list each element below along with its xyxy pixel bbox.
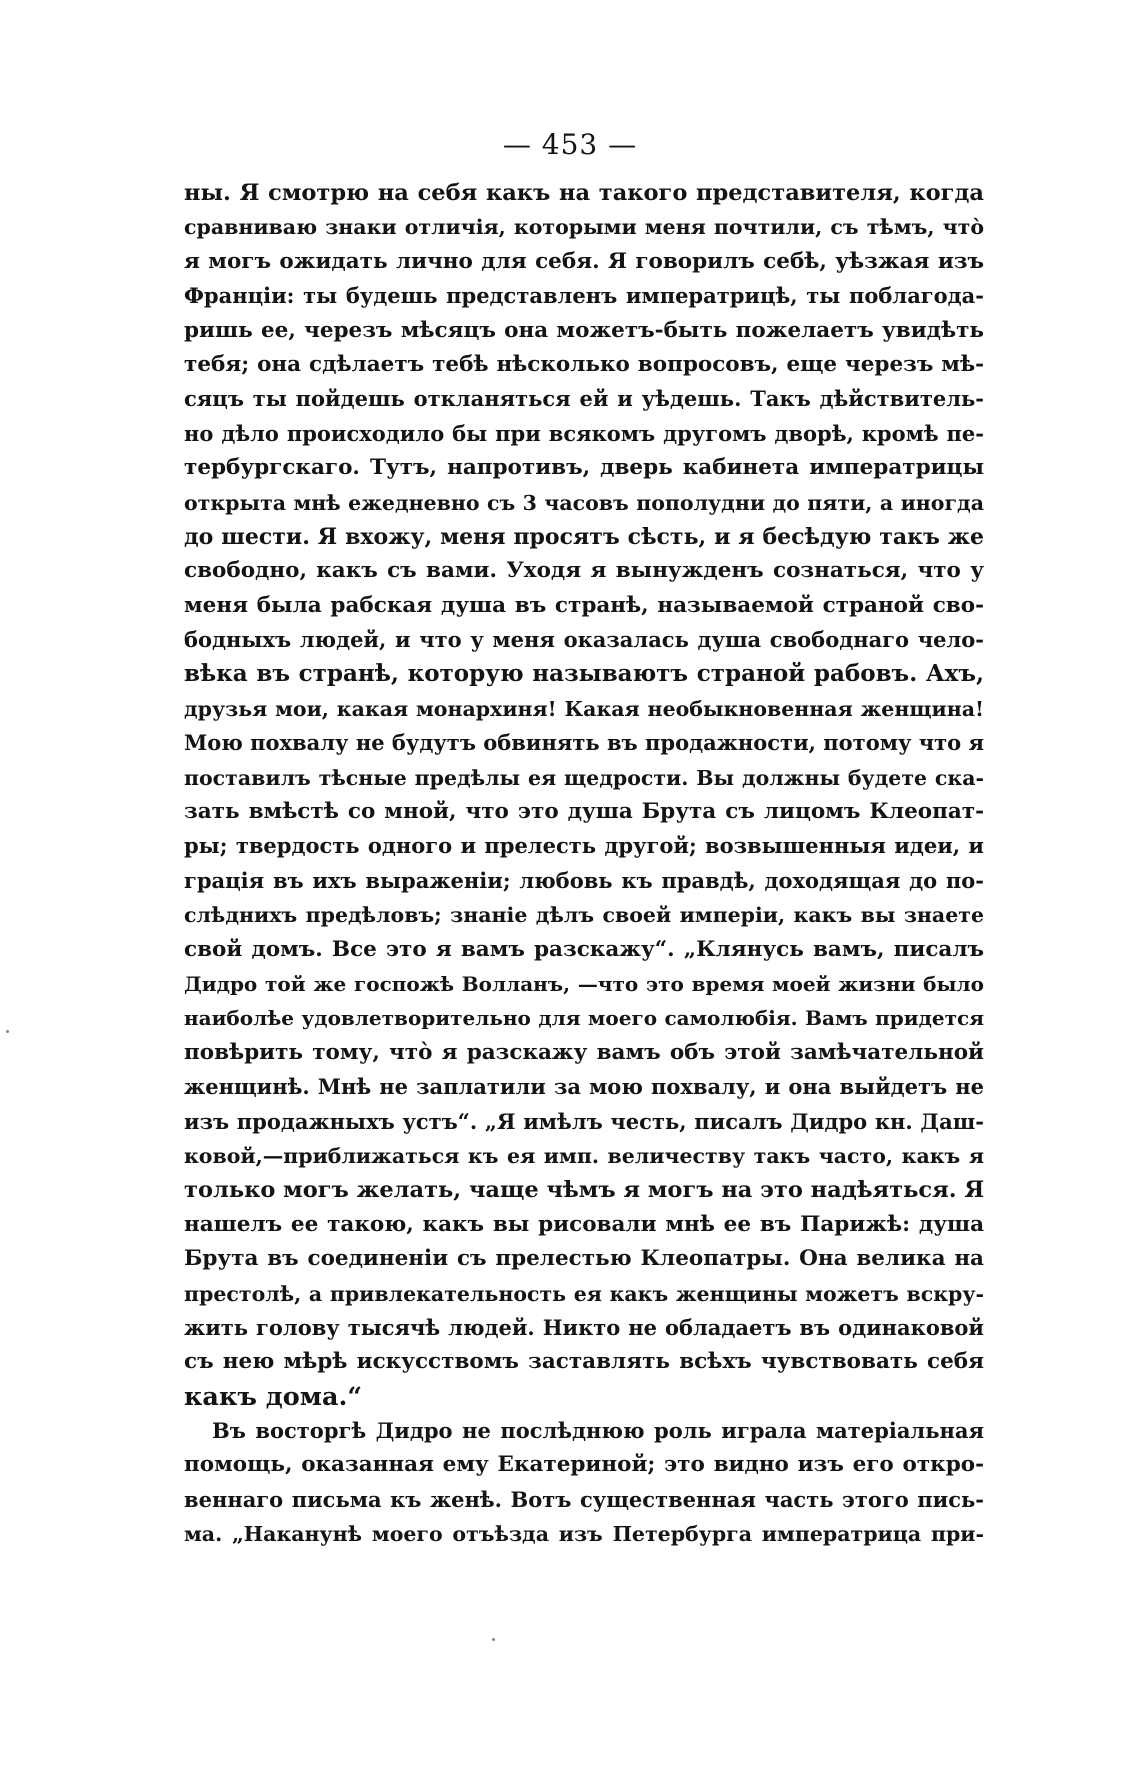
text-line: престолѣ, а привлекательность ея какъ женщины можетъ вскру- [184, 1281, 984, 1306]
text-line: Дидро той же госпожѣ Волланъ, —что это время моей жизни было [184, 971, 984, 996]
text-line: тебя; она сдѣлаетъ тебѣ нѣсколько вопросовъ, еще черезъ мѣ- [184, 351, 984, 377]
text-line: какъ дома.“ [184, 1381, 363, 1412]
page-number: — 453 — [502, 128, 638, 161]
text-line: наиболѣе удовлетворительно для моего самолюбія. Вамъ придется [184, 1006, 984, 1031]
text-line: женщинѣ. Мнѣ не заплатили за мою похвалу, и она выйдетъ не [184, 1074, 984, 1100]
text-line: сяцъ ты пойдешь откланяться ей и уѣдешь. Такъ дѣйствитель- [184, 386, 984, 412]
text-line: Въ восторгѣ Дидро не послѣднюю роль играла матеріальная [212, 1418, 984, 1444]
text-line: друзья мои, какая монархиня! Какая необыкновенная женщина! [184, 696, 984, 721]
body-text [184, 176, 984, 1552]
text-line: свободно, какъ съ вами. Уходя я вынужденъ сознаться, что у [184, 558, 984, 584]
text-line: свой домъ. Все это я вамъ разскажу“. „Клянусь вамъ, писалъ [184, 936, 984, 962]
text-line: зать вмѣстѣ со мной, что это душа Брута съ лицомъ Клеопат- [184, 799, 984, 825]
text-line: только могъ желать, чаще чѣмъ я могъ на это надѣяться. Я [184, 1177, 985, 1204]
scan-speck [6, 1030, 9, 1033]
text-line: но дѣло происходило бы при всякомъ другомъ дворѣ, кромѣ пе- [184, 420, 984, 446]
text-line: меня была рабская душа въ странѣ, называемой страной сво- [184, 592, 984, 618]
text-line: изъ продажныхъ устъ“. „Я имѣлъ честь, писалъ Дидро кн. Даш- [184, 1108, 984, 1134]
text-line: я могъ ожидать лично для себя. Я говорилъ себѣ, уѣзжая изъ [184, 248, 984, 274]
text-line: сравниваю знаки отличія, которыми меня почтили, съ тѣмъ, что̀ [184, 215, 984, 240]
text-line: грація въ ихъ выраженіи; любовь къ правдѣ, доходящая до по- [184, 867, 984, 893]
text-line: Брута въ соединеніи съ прелестью Клеопатры. Она велика на [184, 1246, 984, 1272]
text-line: тербургскаго. Тутъ, напротивъ, дверь кабинета императрицы [184, 455, 984, 481]
text-line: повѣрить тому, что̀ я разскажу вамъ объ этой замѣчательной [184, 1039, 984, 1065]
text-line: ма. „Наканунѣ моего отъѣзда изъ Петербурга императрица при- [184, 1522, 984, 1547]
text-line: вѣка въ странѣ, которую называютъ страной рабовъ. Ахъ, [184, 660, 984, 688]
text-line: Франціи: ты будешь представленъ императрицѣ, ты поблагода- [184, 283, 984, 309]
text-line: нашелъ ее такою, какъ вы рисовали мнѣ ее въ Парижѣ: душа [184, 1211, 984, 1237]
text-line: поставилъ тѣсные предѣлы ея щедрости. Вы должны будете ска- [184, 765, 984, 790]
text-line: до шести. Я вхожу, меня просятъ сѣсть, и я бесѣдую такъ же [184, 523, 984, 550]
text-line: съ нею мѣрѣ искусствомъ заставлять всѣхъ чувствовать себя [184, 1349, 984, 1375]
text-line: ны. Я смотрю на себя какъ на такого представителя, когда [184, 180, 984, 206]
scan-speck [492, 1638, 495, 1641]
text-line: ришь ее, черезъ мѣсяцъ она можетъ-быть пожелаетъ увидѣть [184, 317, 984, 343]
text-line: жить голову тысячѣ людей. Никто не обладаетъ въ одинаковой [184, 1314, 984, 1340]
text-line: помощь, оказанная ему Екатериной; это видно изъ его откро- [184, 1452, 984, 1478]
text-line: слѣднихъ предѣловъ; знаніе дѣлъ своей имперіи, какъ вы знаете [184, 903, 984, 928]
text-line: бодныхъ людей, и что у меня оказалась душа свободнаго чело- [184, 627, 984, 653]
text-line: веннаго письма къ женѣ. Вотъ существенная часть этого пись- [184, 1486, 984, 1512]
text-line: ковой,—приближаться къ ея имп. величеству такъ часто, какъ я [184, 1143, 984, 1168]
text-line: открыта мнѣ ежедневно съ 3 часовъ пополудни до пяти, а иногда [184, 490, 984, 515]
text-line: Мою похвалу не будутъ обвинять въ продажности, потому что я [184, 730, 984, 756]
text-line: ры; твердость одного и прелесть другой; возвышенныя идеи, и [184, 833, 984, 859]
